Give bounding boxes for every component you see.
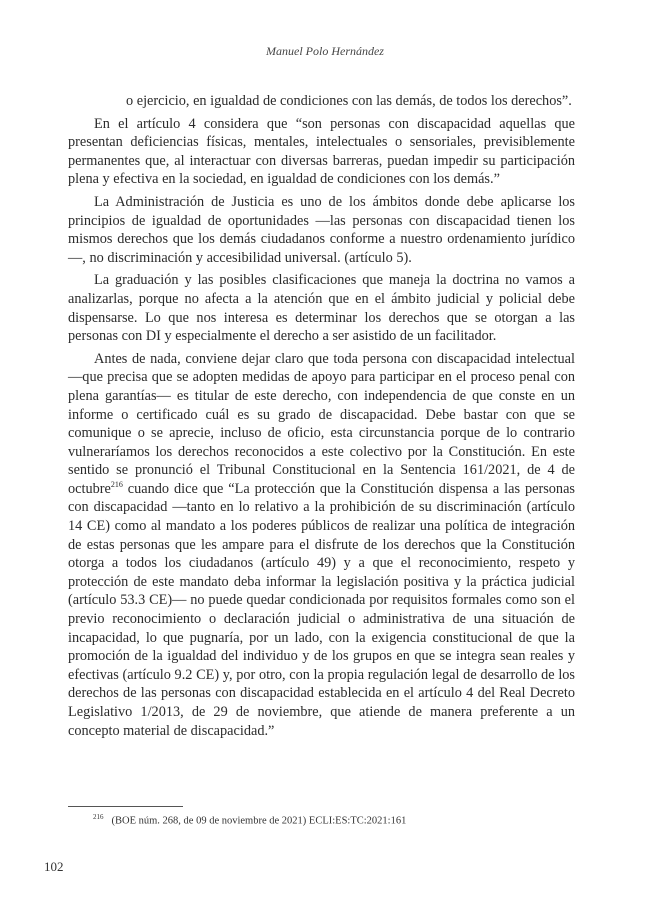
paragraph-text-after-note: cuando dice que “La protección que la Constitución dispensa a las personas con discapacidad —tanto en lo relativo a la prohibición de su discriminación (artículo 14 CE) como al mandato a los poderes públicos de realizar una política de integración de estas personas que les ampare para el disfrute de los derechos que la Constitución otorga a todos los ciudadanos (artículo 49) y a que el reconocimiento, respeto y protección de este mandato deba informar la legislación positiva y la práctica judicial (artículo 53.3 CE)— no puede quedar condicionada por requisitos formales como son el previo reconocimiento o declaración judicial o administrativa de una situación de incapacidad, lo que pugnaría, por un lado, con la exigencia constitucional de que la promoción de la igualdad del individuo y de los grupos en que se integra sean reales y efectivas (artículo 9.2 CE) y, por otro, con la propia regulación legal de desarrollo de los derechos de las personas con discapacidad establecida en el artículo 4 del Real Decreto Legislativo 1/2013, de 29 de noviembre, que atiende de manera preferente a un concepto material de discapacidad.” xyxy=(68,480,575,739)
footnote xyxy=(93,813,573,827)
paragraph: En el artículo 4 considera que “son personas con discapacidad aquellas que presentan deficiencias físicas, mentales, intelectuales o sensoriales, previsiblemente permanentes que, al interactuar con diversas barreras, puedan impedir su participación plena y efectiva en la sociedad, en igualdad de condiciones con los demás.” xyxy=(68,115,575,188)
paragraph-continuation: o ejercicio, en igualdad de condiciones con las demás, de todos los derechos”. xyxy=(126,93,572,109)
footnote-text: (BOE núm. 268, de 09 de noviembre de 2021) ECLI:ES:TC:2021:161 xyxy=(111,815,407,827)
paragraph-text-before-note: Antes de nada, conviene dejar claro que toda persona con discapacidad intelectual —que precisa que se adopten medidas de apoyo para participar en el proceso penal con plena garantías— es titular de este derecho, con independencia de que conste en un informe o certificado cuál es su grado de discapacidad. Debe bastar con que se comunique o se aprecie, incluso de oficio, esta circunstancia porque de lo contrario vulneraríamos los derechos reconocidos a este colectivo por la Constitución. En este sentido se pronunció el Tribunal Constitucional en la Sentencia 161/2021, de 4 de octubre xyxy=(68,350,575,497)
running-header-author: Manuel Polo Hernández xyxy=(266,44,384,58)
paragraph: La Administración de Justicia es uno de los ámbitos donde debe aplicarse los principios de igualdad de oportunidades —las personas con discapacidad tienen los mismos derechos que los demás ciudadanos conforme a nuestro ordenamiento jurídico—, no discriminación y accesibilidad universal. (artículo 5). xyxy=(68,193,575,266)
paragraph-with-footnote xyxy=(68,350,575,740)
footnote-divider xyxy=(68,806,183,807)
page-number: 102 xyxy=(44,859,64,874)
body-text xyxy=(68,92,575,744)
footnote-reference[interactable]: 216 xyxy=(110,480,123,490)
footnote-number: 216 xyxy=(93,813,104,821)
paragraph: La graduación y las posibles clasificaciones que maneja la doctrina no vamos a analizarlas, porque no afecta a la atención que en el ámbito judicial y policial debe dispensarse. Lo que nos interesa es determinar los derechos que se otorgan a las personas con DI y especialmente el derecho a ser asistido de un facilitador. xyxy=(68,272,575,345)
